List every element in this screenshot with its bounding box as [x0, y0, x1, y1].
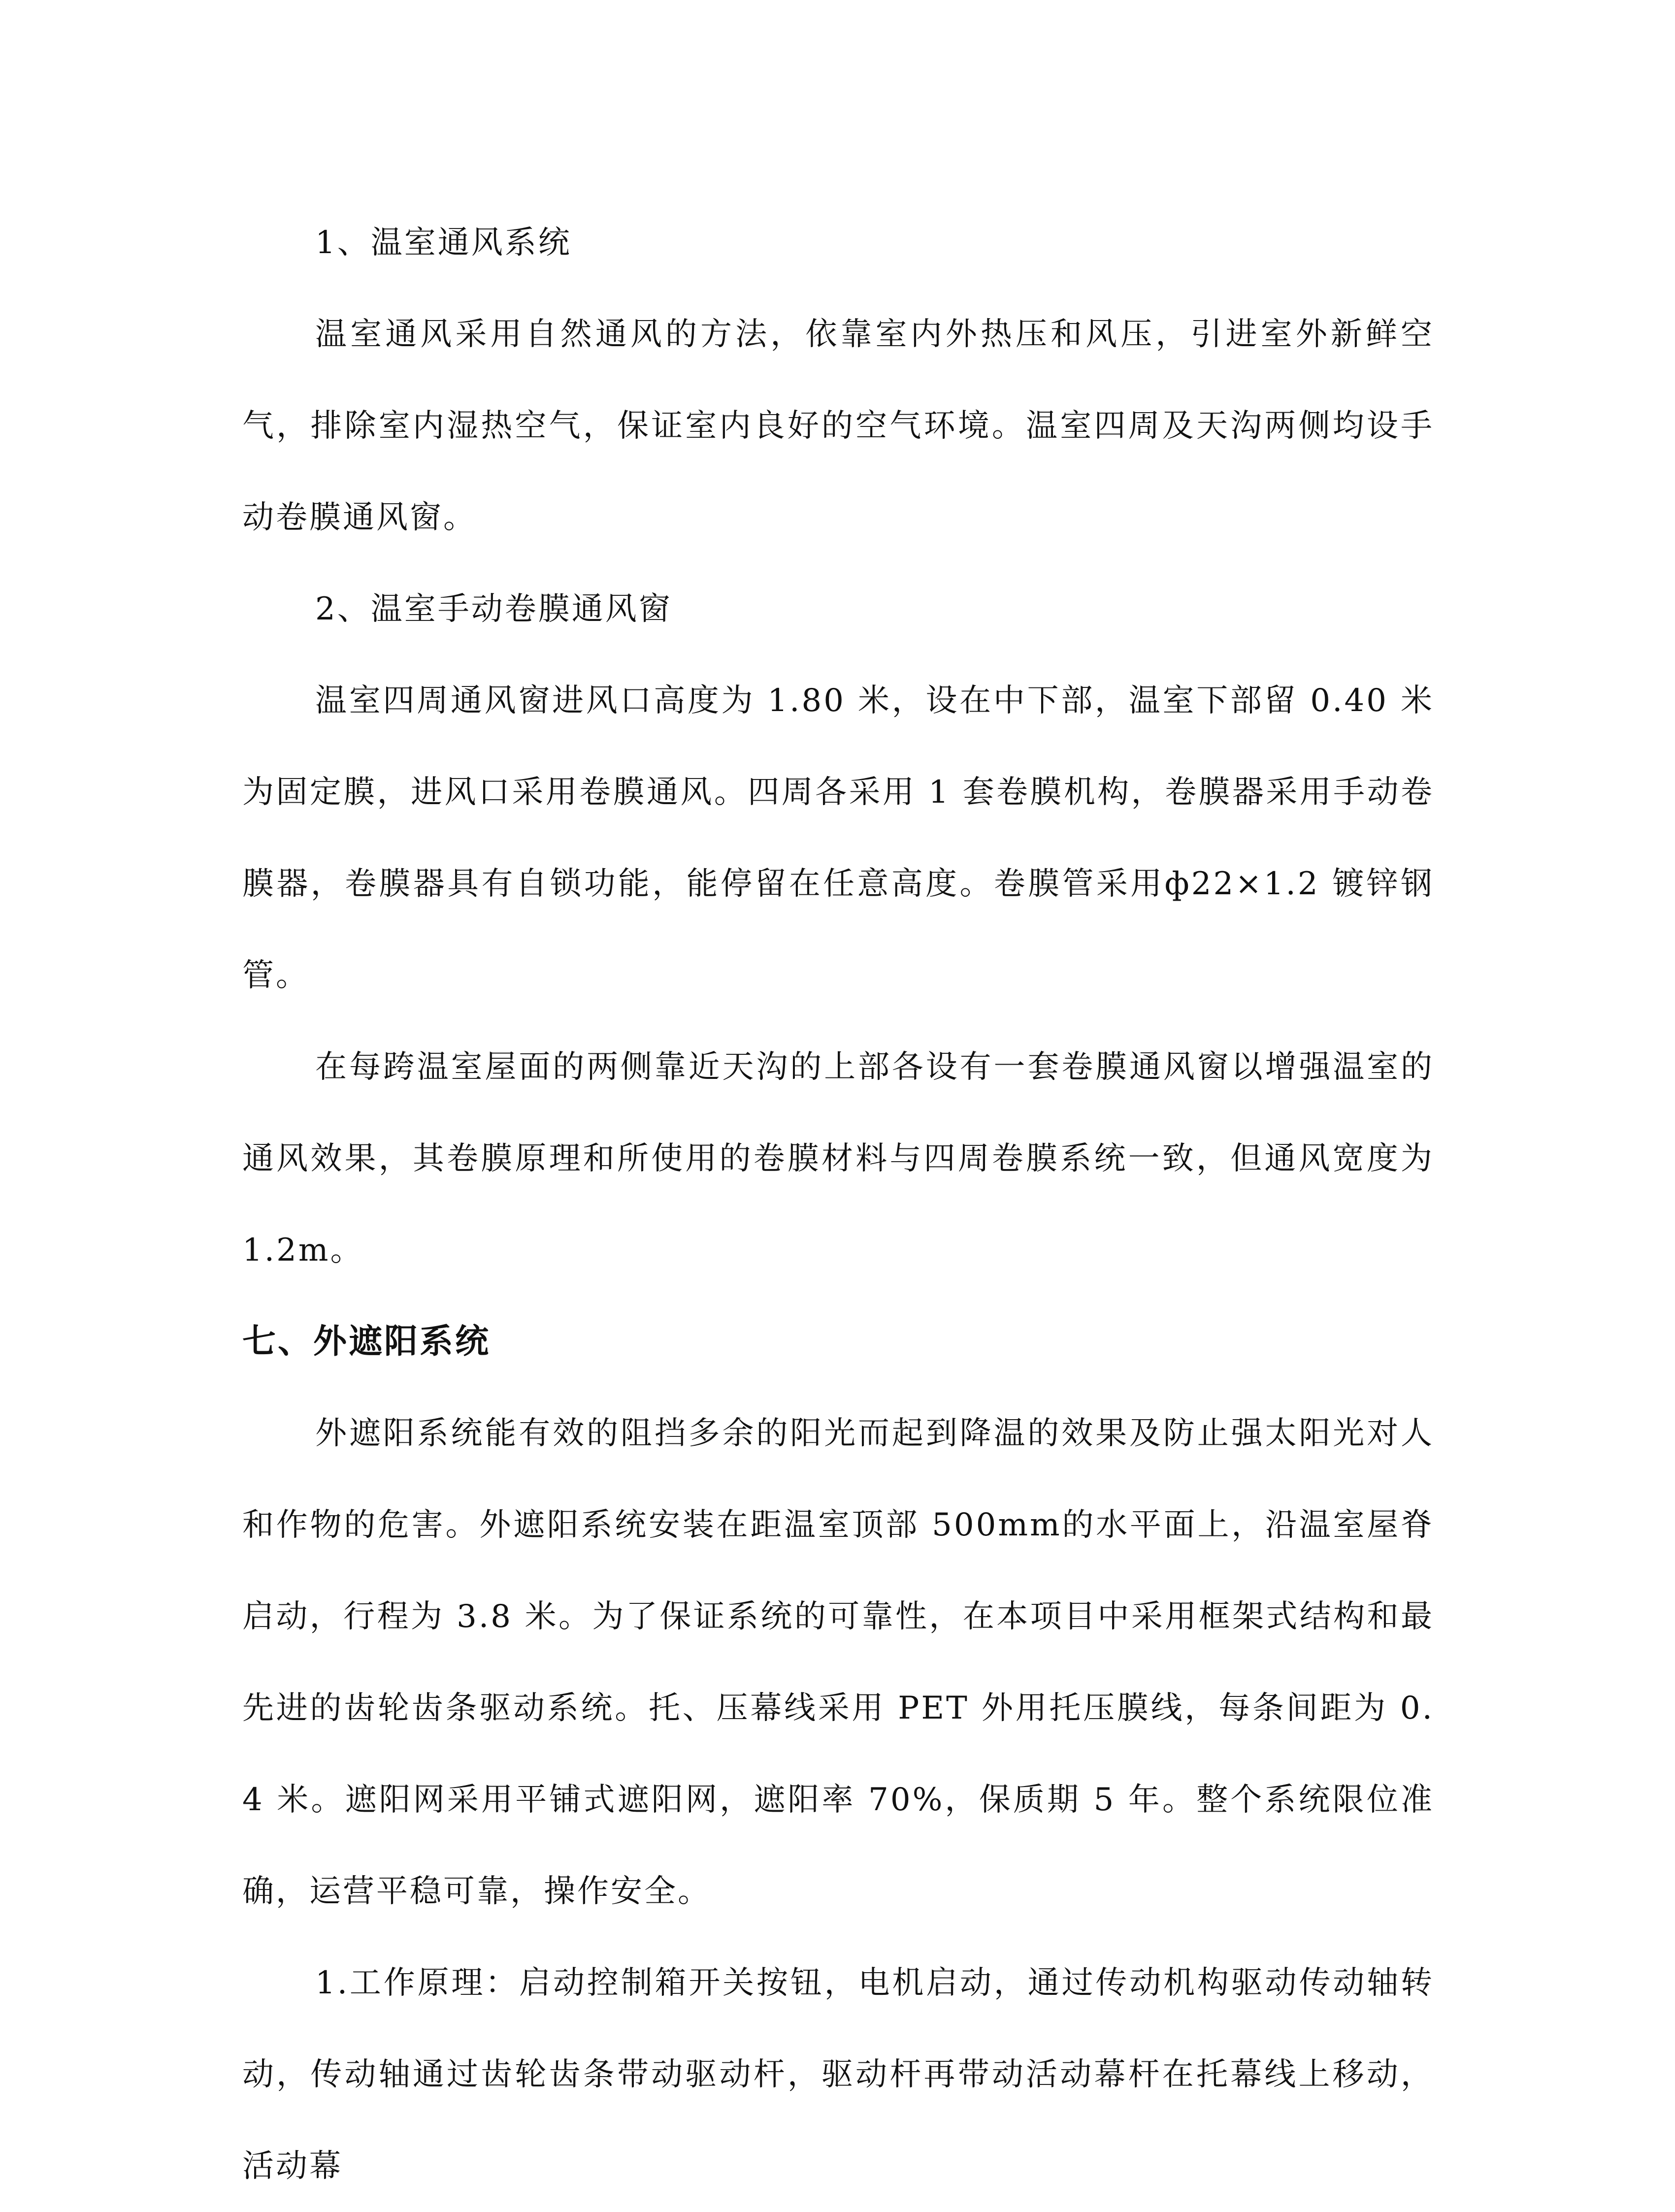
paragraph-roll-up-vent-roof: 在每跨温室屋面的两侧靠近天沟的上部各设有一套卷膜通风窗以增强温室的通风效果，其卷膜原理和所使用的卷膜材料与四周卷膜系统一致，但通风宽度为 1.2m。: [242, 1049, 1434, 1269]
document-content: [242, 197, 1434, 2212]
section-heading-external-shading: 七、外遮阳系统: [242, 1322, 491, 1361]
paragraph-roll-up-vent-sides: 温室四周通风窗进风口高度为 1.80 米，设在中下部，温室下部留 0.40 米为固定膜，进风口采用卷膜通风。四周各采用 1 套卷膜机构，卷膜器采用手动卷膜器，卷膜器具有自锁功能，能停留在任意高度。卷膜管采用ф22×1.2 镀锌钢管。: [242, 683, 1434, 994]
paragraph-ventilation-system: 温室通风采用自然通风的方法，依靠室内外热压和风压，引进室外新鲜空气，排除室内湿热空气，保证室内良好的空气环境。温室四周及天沟两侧均设手动卷膜通风窗。: [242, 316, 1434, 536]
subsection-heading-ventilation-system: 1、温室通风系统: [315, 225, 572, 261]
subsection-heading-roll-up-vent: 2、温室手动卷膜通风窗: [315, 591, 672, 627]
paragraph-working-principle: 1.工作原理：启动控制箱开关按钮，电机启动，通过传动机构驱动传动轴转动，传动轴通过齿轮齿条带动驱动杆，驱动杆再带动活动幕杆在托幕线上移动，活动幕: [242, 1965, 1434, 2184]
paragraph-external-shading-overview: 外遮阳系统能有效的阻挡多余的阳光而起到降温的效果及防止强太阳光对人和作物的危害。外遮阳系统安装在距温室顶部 500mm的水平面上，沿温室屋脊启动，行程为 3.8 米。为了保证系统的可靠性，在本项目中采用框架式结构和最先进的齿轮齿条驱动系统。托、压幕线采用 PET 外用托压膜线，每条间距为 0.4 米。遮阳网采用平铺式遮阳网，遮阳率 70%，保质期 5 年。整个系统限位准确，运营平稳可靠，操作安全。: [242, 1415, 1434, 1910]
